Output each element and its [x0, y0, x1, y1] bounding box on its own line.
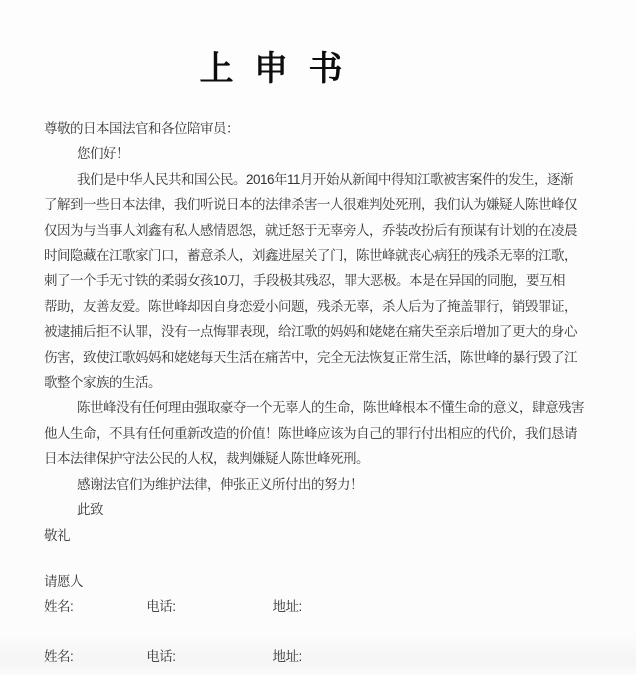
body-line: 日本法律保护守法公民的人权，裁判嫌疑人陈世峰死刑。 — [44, 451, 369, 467]
closing-respectfully: 此致 — [77, 502, 103, 518]
closing-salute: 敬礼 — [44, 527, 70, 543]
body-line: 了解到一些日本法律，我们听说日本的法律杀害一人很难判处死刑，我们认为嫌疑人陈世峰仅 — [44, 197, 577, 213]
body-line: 仅因为与当事人刘鑫有私人感情恩怨，就迁怒于无辜旁人，乔装改扮后有预谋有计划的在凌晨 — [44, 222, 577, 238]
name-label: 姓名: — [44, 648, 74, 664]
signature-row — [44, 644, 590, 669]
body-line: 伤害，致使江歌妈妈和姥姥每天生活在痛苦中，完全无法恢复正常生活，陈世峰的暴行毁了江 — [44, 349, 577, 365]
body-line: 歌整个家族的生活。 — [44, 375, 161, 391]
address-label: 地址: — [272, 599, 302, 615]
body-line: 刺了一个手无寸铁的柔弱女孩10刀，手段极其残忍，罪大恶极。本是在异国的同胞，要互相 — [44, 273, 566, 289]
phone-label: 电话: — [146, 599, 176, 615]
signature-row — [44, 594, 590, 619]
greeting: 您们好！ — [77, 146, 129, 162]
title-row — [0, 0, 636, 87]
thanks-line: 感谢法官们为维护法律，伸张正义所付出的努力！ — [77, 476, 363, 492]
salutation: 尊敬的日本国法官和各位陪审员： — [44, 121, 239, 136]
body-line: 陈世峰没有任何理由强取豪夺一个无辜人的生命，陈世峰根本不懂生命的意义，肆意残害 — [77, 400, 584, 416]
body-line: 我们是中华人民共和国公民。2016年11月开始从新闻中得知江歌被害案件的发生，逐渐 — [77, 171, 574, 187]
name-label: 姓名: — [44, 599, 74, 615]
petitioner-label: 请愿人 — [44, 573, 83, 589]
petitioner-section — [44, 569, 590, 669]
phone-label: 电话: — [146, 648, 176, 664]
body-line: 他人生命，不具有任何重新改造的价值！陈世峰应该为自己的罪行付出相应的代价，我们恳请 — [44, 425, 577, 441]
body-line: 被逮捕后拒不认罪，没有一点悔罪表现，给江歌的妈妈和姥姥在痛失至亲后增加了更大的身心 — [44, 324, 577, 340]
body-line: 时间隐藏在江歌家门口，蓄意杀人，刘鑫进屋关了门，陈世峰就丧心病狂的残杀无辜的江歌， — [44, 248, 577, 264]
body-line: 帮助，友善友爱。陈世峰却因自身恋爱小问题，残杀无辜，杀人后为了掩盖罪行，销毁罪证， — [44, 298, 577, 314]
letter-body — [44, 116, 590, 669]
page-title: 上 申 书 — [199, 50, 345, 88]
address-label: 地址: — [272, 648, 302, 664]
